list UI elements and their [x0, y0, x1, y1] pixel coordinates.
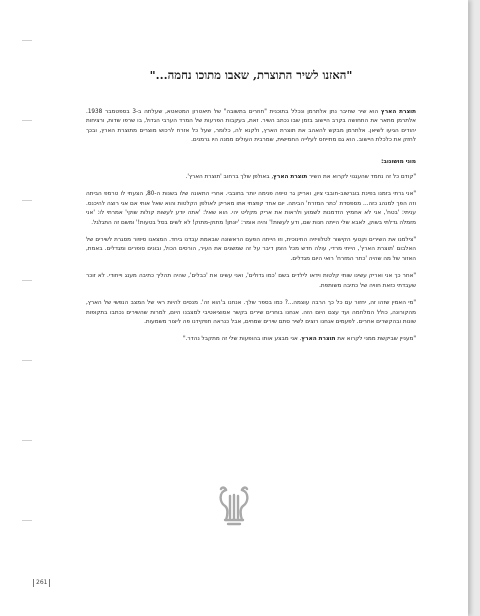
page-edge-mark — [22, 440, 32, 441]
intro-paragraph — [86, 108, 416, 146]
page-edge-mark — [22, 520, 32, 521]
quote-text: "אחר כך אני ואריק עשינו שותי קלטות וידאו לילדים בשם 'כמו גדולים', ואני עשינו את 'כבלים', שהיה תהליך כתיבה מענג וייחודי. לא זוכר שעבדתי כזאת חוויה של כתיבה משותפת. — [86, 273, 416, 289]
quote-text: "מי האמין שזהו זה, יחזור עם כל כך הרבה עוצמה...? כמו בספר שלך. אנחנו ב'הוא זה'. מנסים להיות ראי של המצב הנפשי של הארץ, מהקורונה, כולל המלחמה ועד עצם היום הזה. אנחנו בוחרים שירים בקשר אסוציאטיבי למצבנו היום, למרות שהשירים נכתבו בתקופות שונות ובהקשרים אחרים. לפעמים אנחנו רוצים לשיר סתם שירים שמחים, אבל כנראה תפקידנו פה ליצור משמעות. — [86, 300, 416, 325]
quote-text: "קודם כל זה נחמד שהעגנוי לקרוא את השיר — [307, 174, 416, 181]
page-edge-mark — [22, 40, 32, 41]
page-title: "האזנו לשיר התוצרת, שאבו מתוכו נחמה..." — [149, 68, 353, 82]
quote-text: "מעניין שביקשת ממני לקרוא את — [335, 336, 416, 343]
quote-paragraph — [86, 236, 416, 264]
quote-text: . אני מבצע אותו בהופעות שלי זה מתקבל נהדר." — [183, 336, 302, 343]
article — [86, 68, 416, 353]
page-edge-mark — [22, 280, 32, 281]
page-number: 261 — [33, 579, 50, 587]
song-name-bold: תוצרת הארץ — [381, 109, 417, 115]
song-name-bold: תוצרת הארץ — [301, 336, 336, 343]
intro-text: הוא שיר שחיבר נתן אלתרמן ונכלל בתוכנית "חוזרים בתשובה" של תיאטרון המטאטא, שעלתה ב-3 בספטמבר 1938. אלתרמן מתאר את התחושה בקרב היישוב בזמן שבו נכתב השיר. זאת, בעקבות הפרעות של המרד הערבי הגדול, בו שרפו שדות, ורציחות יהודים הגיעו לשיאן. אלתרמן מבקש להאהב את תוצרת הארץ, ולקנא לה, כלומר, שעל כל אזרח לרכוש מוצרים מתוצרת הארץ, ובכך לחזק את כלכלת היישוב. הוא גם מתייחס לעלייה החמישית, שמרבית העולים ממנה היו גרמנים. — [86, 109, 416, 144]
quote-paragraph — [86, 335, 416, 344]
quote-text: , באולפן שלך ברחוב 'תוצרת הארץ'. — [185, 174, 274, 181]
song-name-bold: תוצרת הארץ — [273, 174, 308, 181]
quote-paragraph — [86, 272, 416, 291]
quote-text: "צילמנו את השירים וקטעי הקישור לטלוויזיה החינוכית, וזו הייתה הפעם הראשונה שבאמת עבדנו ביחד. המצאנו סיפור מסגרת לשירים של האלבום 'תוצרת הארץ', הייתי מרדי, עולה חדש מכל הזמן דיבר על זה שמשנים את העיר, הורסים הכול, ובונים סופרים ומגדלים. באמת, האזור של מה שהיה 'כתר המזרח' רואי היום מגדלים. — [86, 237, 416, 262]
page-edge-mark — [22, 200, 32, 201]
page-edge-mark — [22, 120, 32, 121]
quote-paragraph — [86, 173, 416, 182]
page-edge-mark — [22, 360, 32, 361]
speaker-heading: מוני מושונוב: — [381, 158, 416, 165]
quote-paragraph — [86, 190, 416, 228]
lyre-icon — [217, 484, 251, 530]
quote-paragraph — [86, 299, 416, 327]
quote-text: "אני גרתי בזמנו בפינת בוגרשוב-חובבי ציון, ואריק גר טיפה פנימה יותר בחובבי. אחרי התאונה שלו בשנות ה-80, הצעתי לו טרמפ הביתה וזה הפך למנהג כזה... מספסדת 'כתר המזרח' הביתה. יום אחד קפצתי אתו מאריק לאולפן הקלטות והוא שאל אותי אם אני רוצה להיכנס. עניתי: 'בטח', אני לא אחמיץ הזדמנות לשמוע ולראות את אריק מקליט יהי. הוא שאל: 'אתה יודע לעשות קולות שוקי' אמרתי לו: 'אני מזמלה גדלתי בשוק, לאבא שלי הייתה חנות שם, ודע לעשות!' והיה אומר: 'יונתן! מתוק-מתוק! לא לשים בסל בטעות!' ומשם זה התגלגל. — [86, 191, 416, 226]
